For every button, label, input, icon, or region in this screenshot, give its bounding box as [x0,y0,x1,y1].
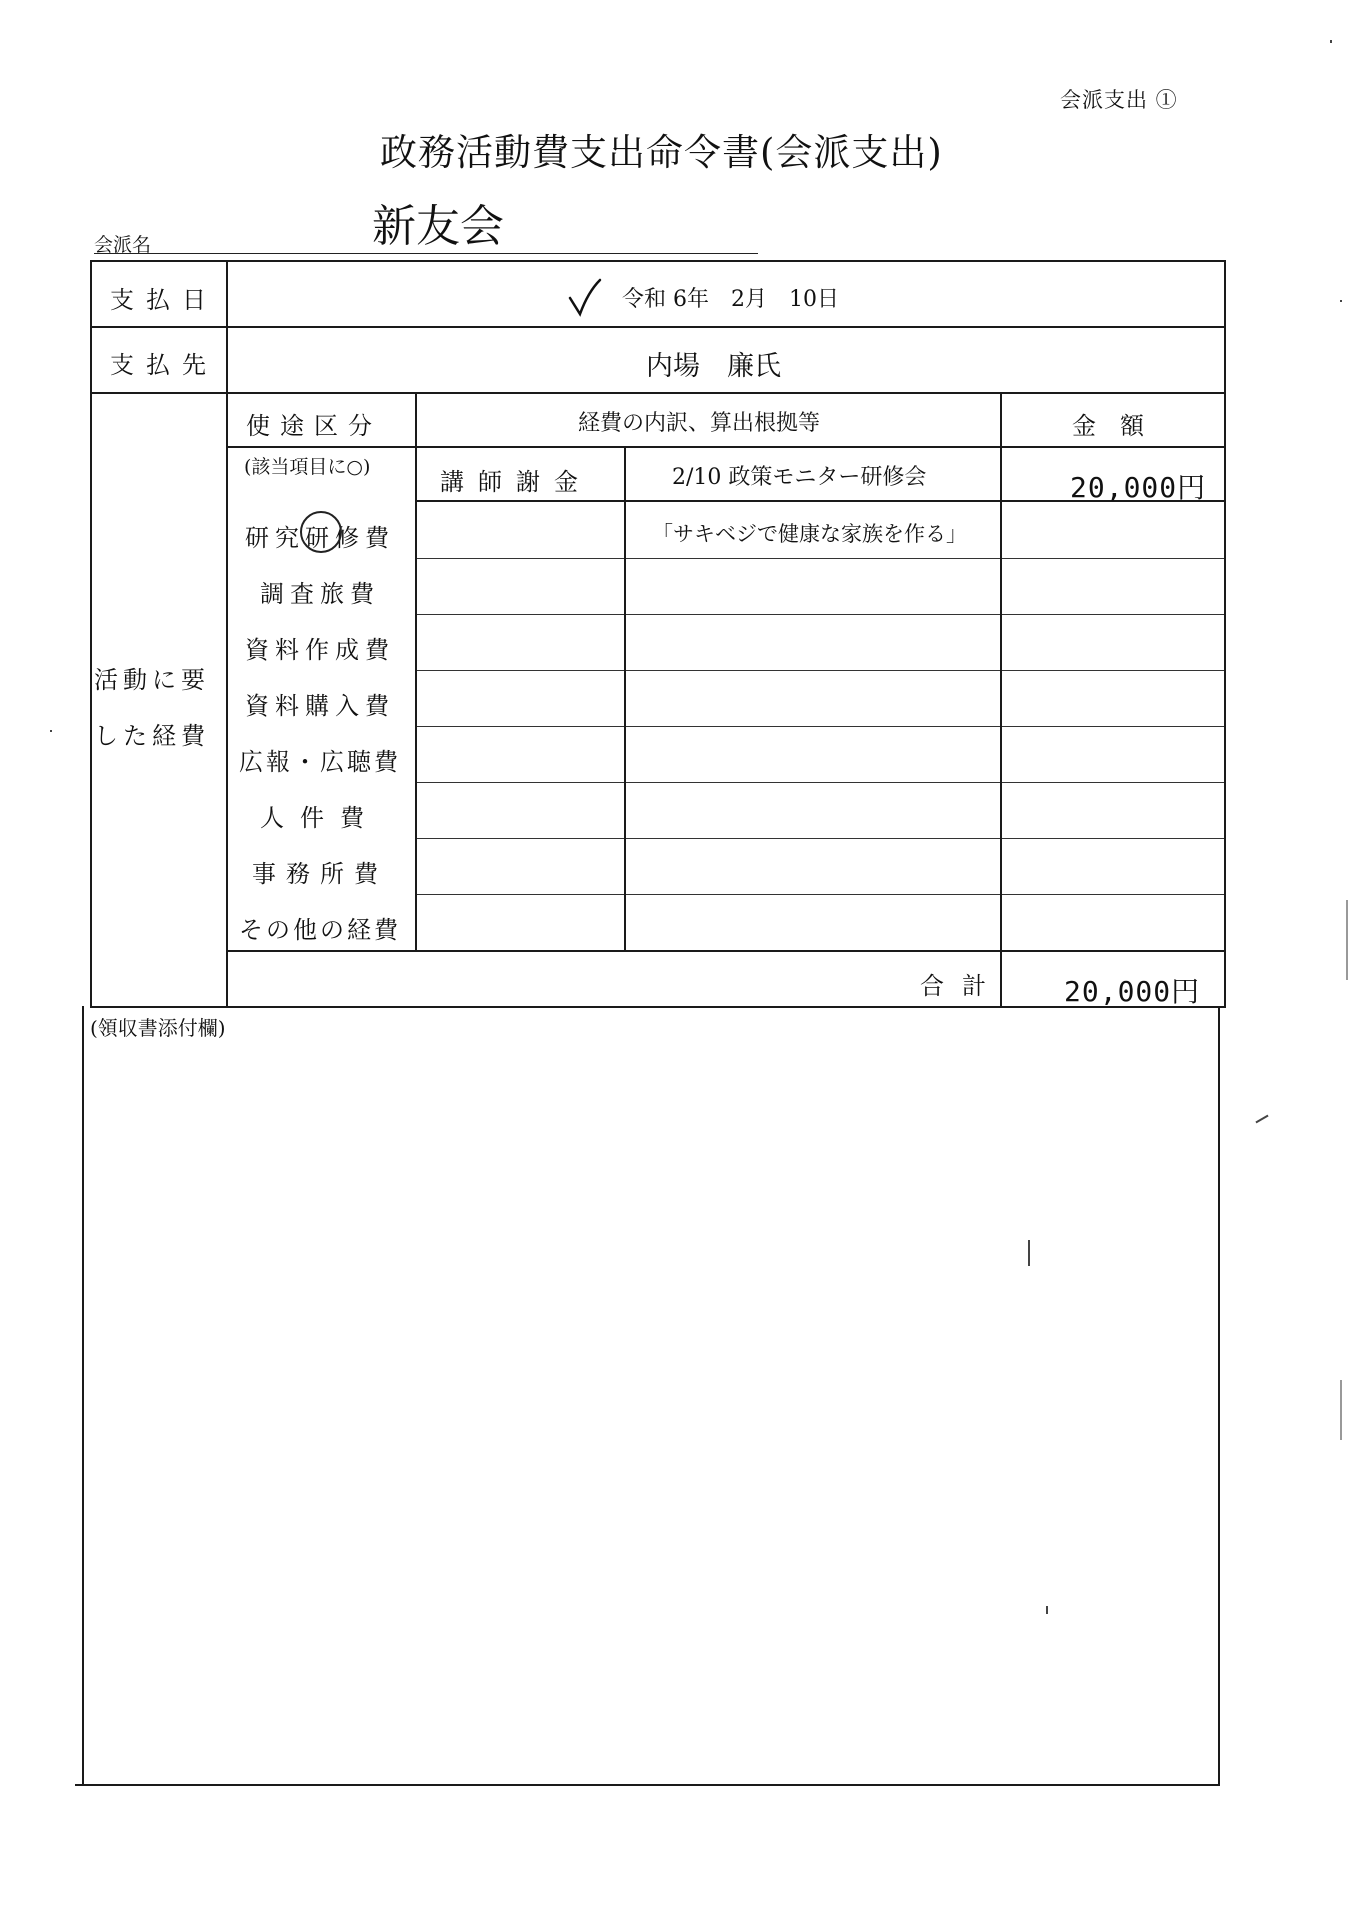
category-column-divider [415,392,417,950]
total-row-bottom [90,1006,1226,1008]
amount-column-header: 金 額 [1072,412,1144,440]
document-number-label: 会派支出 ① [1060,88,1178,112]
faction-name: 新友会 [372,201,504,252]
category-other: その他の経費 [239,916,401,944]
receipt-attachment-label: (領収書添付欄) [90,1016,226,1040]
row-divider [226,950,1226,952]
scan-speck [50,730,52,732]
payee-value: 内場 廉氏 [646,351,781,382]
entry-description-line2: 「サキベジで健康な家族を作る」 [652,522,967,546]
scan-speck [1046,1606,1048,1614]
label-column-divider [226,260,228,1006]
scan-speck [1340,1380,1342,1440]
item-column-divider [624,446,626,950]
entry-amount: 20,000円 [1070,471,1207,504]
section-label-line2: した経費 [94,722,210,750]
scan-speck [1346,900,1348,980]
category-column-header: 使途区分 [246,412,382,440]
table-left-border [90,260,92,1006]
row-divider [415,838,1226,839]
payment-date-label: 支払日 [110,286,218,314]
row-divider [415,782,1226,783]
category-public-relations: 広報・広聴費 [239,748,401,776]
receipt-area-left [82,1006,84,1786]
category-note: (該当項目に○) [244,456,371,478]
entry-description-line1: 2/10 政策モニター研修会 [672,465,927,490]
entry-item: 講師謝金 [440,468,592,496]
scan-speck [1028,1240,1030,1266]
total-amount: 20,000円 [1064,975,1201,1008]
scan-speck [1340,300,1342,302]
receipt-area-right [1218,1006,1220,1786]
row-divider [90,326,1226,328]
row-divider [415,614,1226,615]
category-research-training: 研究研修費 [245,524,395,552]
category-office: 事務所費 [252,860,388,888]
category-personnel: 人件費 [260,804,380,832]
section-label-line1: 活動に要 [94,666,210,694]
amount-column-divider [1000,392,1002,1006]
payment-date-value: 令和 6年 2月 10日 [622,287,839,312]
breakdown-column-header: 経費の内訳、算出根拠等 [578,411,821,436]
category-material-creation: 資料作成費 [245,636,395,664]
scan-speck [1330,40,1332,43]
payee-label: 支払先 [110,351,218,379]
receipt-area-bottom [75,1784,1220,1786]
total-label: 合計 [920,972,1004,1000]
row-divider [415,726,1226,727]
category-survey-travel: 調査旅費 [260,580,380,608]
row-divider [226,446,1226,448]
row-divider [90,392,1226,394]
table-top-border [90,260,1226,262]
scan-speck [1255,1115,1268,1124]
faction-label: 会派名 [94,234,152,256]
check-mark-icon [568,278,602,318]
circled-selection-mark [300,511,342,553]
row-divider [415,558,1226,559]
row-divider [415,670,1226,671]
table-right-border [1224,260,1226,1006]
category-material-purchase: 資料購入費 [245,692,395,720]
faction-underline [94,253,758,254]
row-divider [415,894,1226,895]
document-title: 政務活動費支出命令書(会派支出) [380,131,943,174]
